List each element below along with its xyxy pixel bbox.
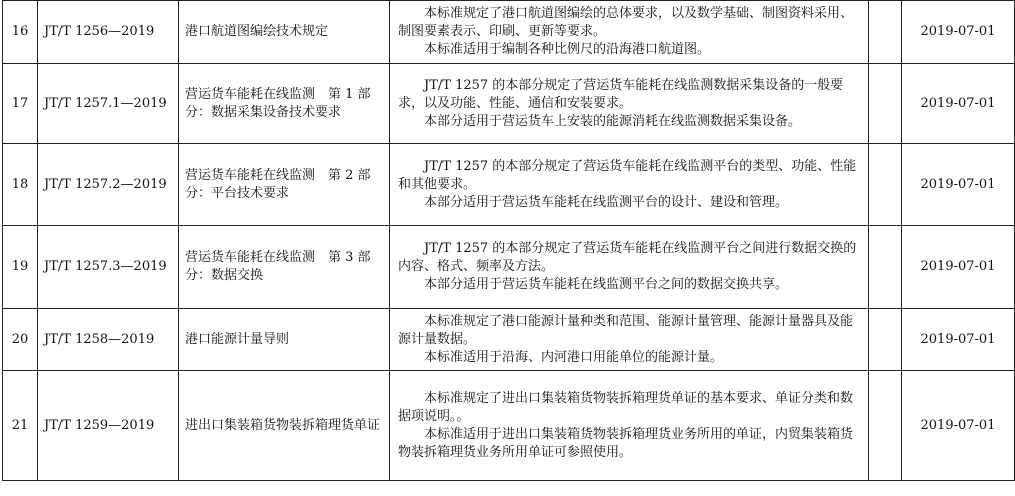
row-number: 19 [3, 226, 38, 309]
description-paragraph: 本标准适用于沿海、内河港口用能单位的能源计量。 [424, 349, 724, 365]
description-paragraph: 本标准适用于进出口集装箱货物装拆箱理货业务所用的单证，内贸集装箱货物装拆箱理货业务所用单证可参照使用。 [398, 426, 854, 460]
row-number: 18 [3, 144, 38, 226]
description-paragraph: JT/T 1257 的本部分规定了营运货车能耗在线监测平台的类型、功能、性能和其他要求。 [398, 158, 857, 192]
table-row [3, 226, 1015, 309]
empty-cell [869, 144, 902, 226]
standard-description [390, 226, 869, 309]
standard-code: JT/T 1257.1—2019 [38, 64, 179, 144]
description-paragraph: 本部分适用于营运货车上安装的能源消耗在线监测数据采集设备。 [424, 113, 802, 129]
standard-description [390, 309, 869, 371]
table-row [3, 371, 1015, 481]
empty-cell [869, 309, 902, 371]
standard-name: 营运货车能耗在线监测 第 1 部分：数据采集设备技术要求 [179, 64, 390, 144]
description-paragraph: JT/T 1257 的本部分规定了营运货车能耗在线监测平台之间进行数据交换的内容、格式、频率及方法。 [398, 241, 857, 274]
row-number: 20 [3, 309, 38, 371]
empty-cell [869, 371, 902, 481]
table-row [3, 309, 1015, 371]
description-paragraph: 本标准规定了港口能源计量种类和范围、能源计量管理、能源计量器具及能源计量数据。 [398, 313, 854, 347]
standard-code: JT/T 1258—2019 [38, 309, 179, 371]
description-paragraph: 本部分适用于营运货车能耗在线监测平台之间的数据交换共享。 [424, 277, 789, 292]
description-paragraph: 本标准规定了进出口集装箱货物装拆箱理货单证的基本要求、单证分类和数据项说明。。 [398, 390, 854, 424]
standard-description [390, 1, 869, 64]
standard-code: JT/T 1256—2019 [38, 1, 179, 64]
description-paragraph: JT/T 1257 的本部分规定了营运货车能耗在线监测数据采集设备的一般要求，以及功能、性能、通信和安装要求。 [398, 77, 844, 111]
standard-name: 营运货车能耗在线监测 第 2 部分：平台技术要求 [179, 144, 390, 226]
row-number: 21 [3, 371, 38, 481]
standard-name: 港口能源计量导则 [179, 309, 390, 371]
implementation-date: 2019-07-01 [902, 144, 1015, 226]
empty-cell [869, 1, 902, 64]
table-row [3, 64, 1015, 144]
implementation-date: 2019-07-01 [902, 309, 1015, 371]
table-row [3, 144, 1015, 226]
implementation-date: 2019-07-01 [902, 226, 1015, 309]
standard-description [390, 144, 869, 226]
standards-table [2, 0, 1015, 481]
standard-name: 营运货车能耗在线监测 第 3 部分：数据交换 [179, 226, 390, 309]
standard-name: 港口航道图编绘技术规定 [179, 1, 390, 64]
standard-code: JT/T 1259—2019 [38, 371, 179, 481]
table-row [3, 1, 1015, 64]
standard-code: JT/T 1257.2—2019 [38, 144, 179, 226]
description-paragraph: 本标准适用于编制各种比例尺的沿海港口航道图。 [424, 42, 711, 57]
implementation-date: 2019-07-01 [902, 371, 1015, 481]
row-number: 17 [3, 64, 38, 144]
standard-code: JT/T 1257.3—2019 [38, 226, 179, 309]
standard-name: 进出口集装箱货物装拆箱理货单证 [179, 371, 390, 481]
row-number: 16 [3, 1, 38, 64]
standard-description [390, 64, 869, 144]
empty-cell [869, 226, 902, 309]
description-paragraph: 本标准规定了港口航道图编绘的总体要求，以及数学基础、制图资料采用、制图要素表示、印刷、更新等要求。 [398, 6, 854, 39]
implementation-date: 2019-07-01 [902, 1, 1015, 64]
description-paragraph: 本部分适用于营运货车能耗在线监测平台的设计、建设和管理。 [424, 194, 789, 210]
empty-cell [869, 64, 902, 144]
implementation-date: 2019-07-01 [902, 64, 1015, 144]
standard-description [390, 371, 869, 481]
